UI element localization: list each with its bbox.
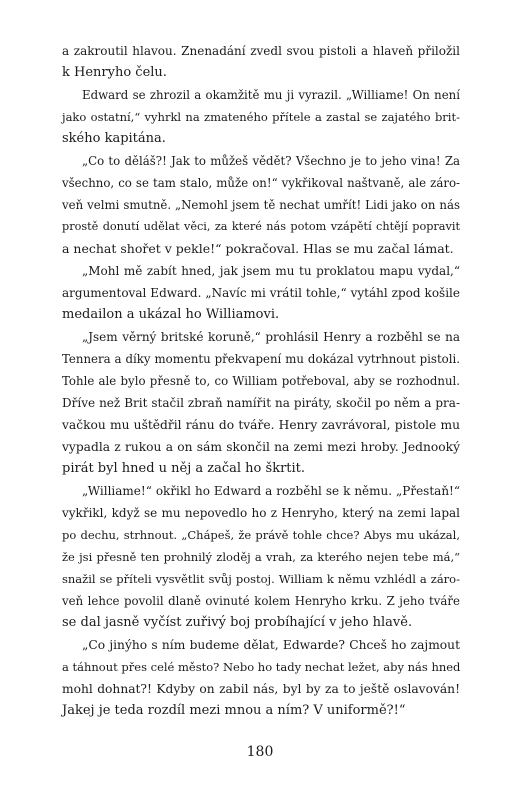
text-line: Tohle ale bylo přesně to, co William potřeboval, aby se rozhodnul.	[62, 374, 460, 388]
text-line: prostě donutí udělat věci, za které nás potom vzápětí chtějí popravit	[62, 220, 460, 233]
text-line: pirát byl hned u něj a začal ho škrtit.	[62, 461, 306, 476]
text-line: „Co jinýho s ním budeme dělat, Edwarde? Chceš ho zajmout	[82, 638, 460, 652]
text-line: se dal jasně vyčíst zuřivý boj probíhající v jeho hlavě.	[62, 615, 413, 630]
text-line: a nechat shořet v pekle!“ pokračoval. Hlas se mu začal lámat.	[62, 241, 454, 256]
text-line: všechno, co se tam stalo, může on!“ vykřikoval naštvaně, ale záro-	[62, 176, 460, 190]
text-line: medailon a ukázal ho Williamovi.	[62, 307, 280, 322]
text-line: „Williame!“ okřikl ho Edward a rozběhl se k němu. „Přestaň!“	[82, 484, 460, 498]
text-line: ského kapitána.	[62, 131, 166, 146]
text-line: vačkou mu uštědřil ránu do tváře. Henry zavrávoral, pistole mu	[62, 418, 460, 432]
text-line: že jsi přesně ten prohnilý zloděj a vrah, za kterého nejen tebe má,“	[62, 550, 460, 564]
text-line: argumentoval Edward. „Navíc mi vrátil tohle,“ vytáhl zpod košile	[62, 286, 460, 300]
page-number: 180	[246, 744, 274, 760]
text-line: „Co to děláš?! Jak to můžeš vědět? Všechno je to jeho vina! Za	[82, 154, 460, 168]
text-line: vypadla z rukou a on sám skončil na zemi mezi hroby. Jednooký	[62, 440, 460, 454]
text-line: k Henryho čelu.	[62, 65, 167, 80]
text-line: jako ostatní,“ vyhrkl na zmateného přítele a zastal se zajatého brit-	[62, 110, 460, 124]
text-line: po dechu, strhnout. „Chápeš, že právě tohle chce? Abys mu ukázal,	[62, 528, 460, 542]
text-line: a zakroutil hlavou. Znenadání zvedl svou pistoli a hlaveň přiložil	[62, 44, 460, 58]
body-text	[62, 40, 460, 722]
text-line: „Mohl mě zabít hned, jak jsem mu tu proklatou mapu vydal,“	[82, 264, 460, 278]
text-line: a táhnout přes celé město? Nebo ho tady nechat ležet, aby nás hned	[62, 660, 461, 674]
text-line: Tennera a díky momentu překvapení mu dokázal vytrhnout pistoli.	[62, 352, 460, 366]
text-line: snažil se příteli vysvětlit svůj postoj. William k němu vzhlédl a záro-	[62, 572, 460, 586]
text-line: „Jsem věrný britské koruně,“ prohlásil Henry a rozběhl se na	[82, 330, 460, 344]
text-line: veň velmi smutně. „Nemohl jsem tě nechat umřít! Lidi jako on nás	[62, 198, 460, 212]
text-line: Edward se zhrozil a okamžitě mu ji vyrazil. „Williame! On není	[82, 88, 460, 102]
text-line: Dříve než Brit stačil zbraň namířit na piráty, skočil po něm a pra-	[62, 396, 460, 410]
text-line: mohl dohnat?! Kdyby on zabil nás, byl by za to ještě oslavován!	[62, 682, 460, 696]
text-line: veň lehce povolil dlaně ovinuté kolem Henryho krku. Z jeho tváře	[62, 594, 460, 608]
text-line: vykřikl, když se mu nepovedlo ho z Henryho, který na zemi lapal	[62, 506, 460, 520]
text-line: Jakej je teda rozdíl mezi mnou a ním? V uniformě?!“	[62, 703, 406, 718]
